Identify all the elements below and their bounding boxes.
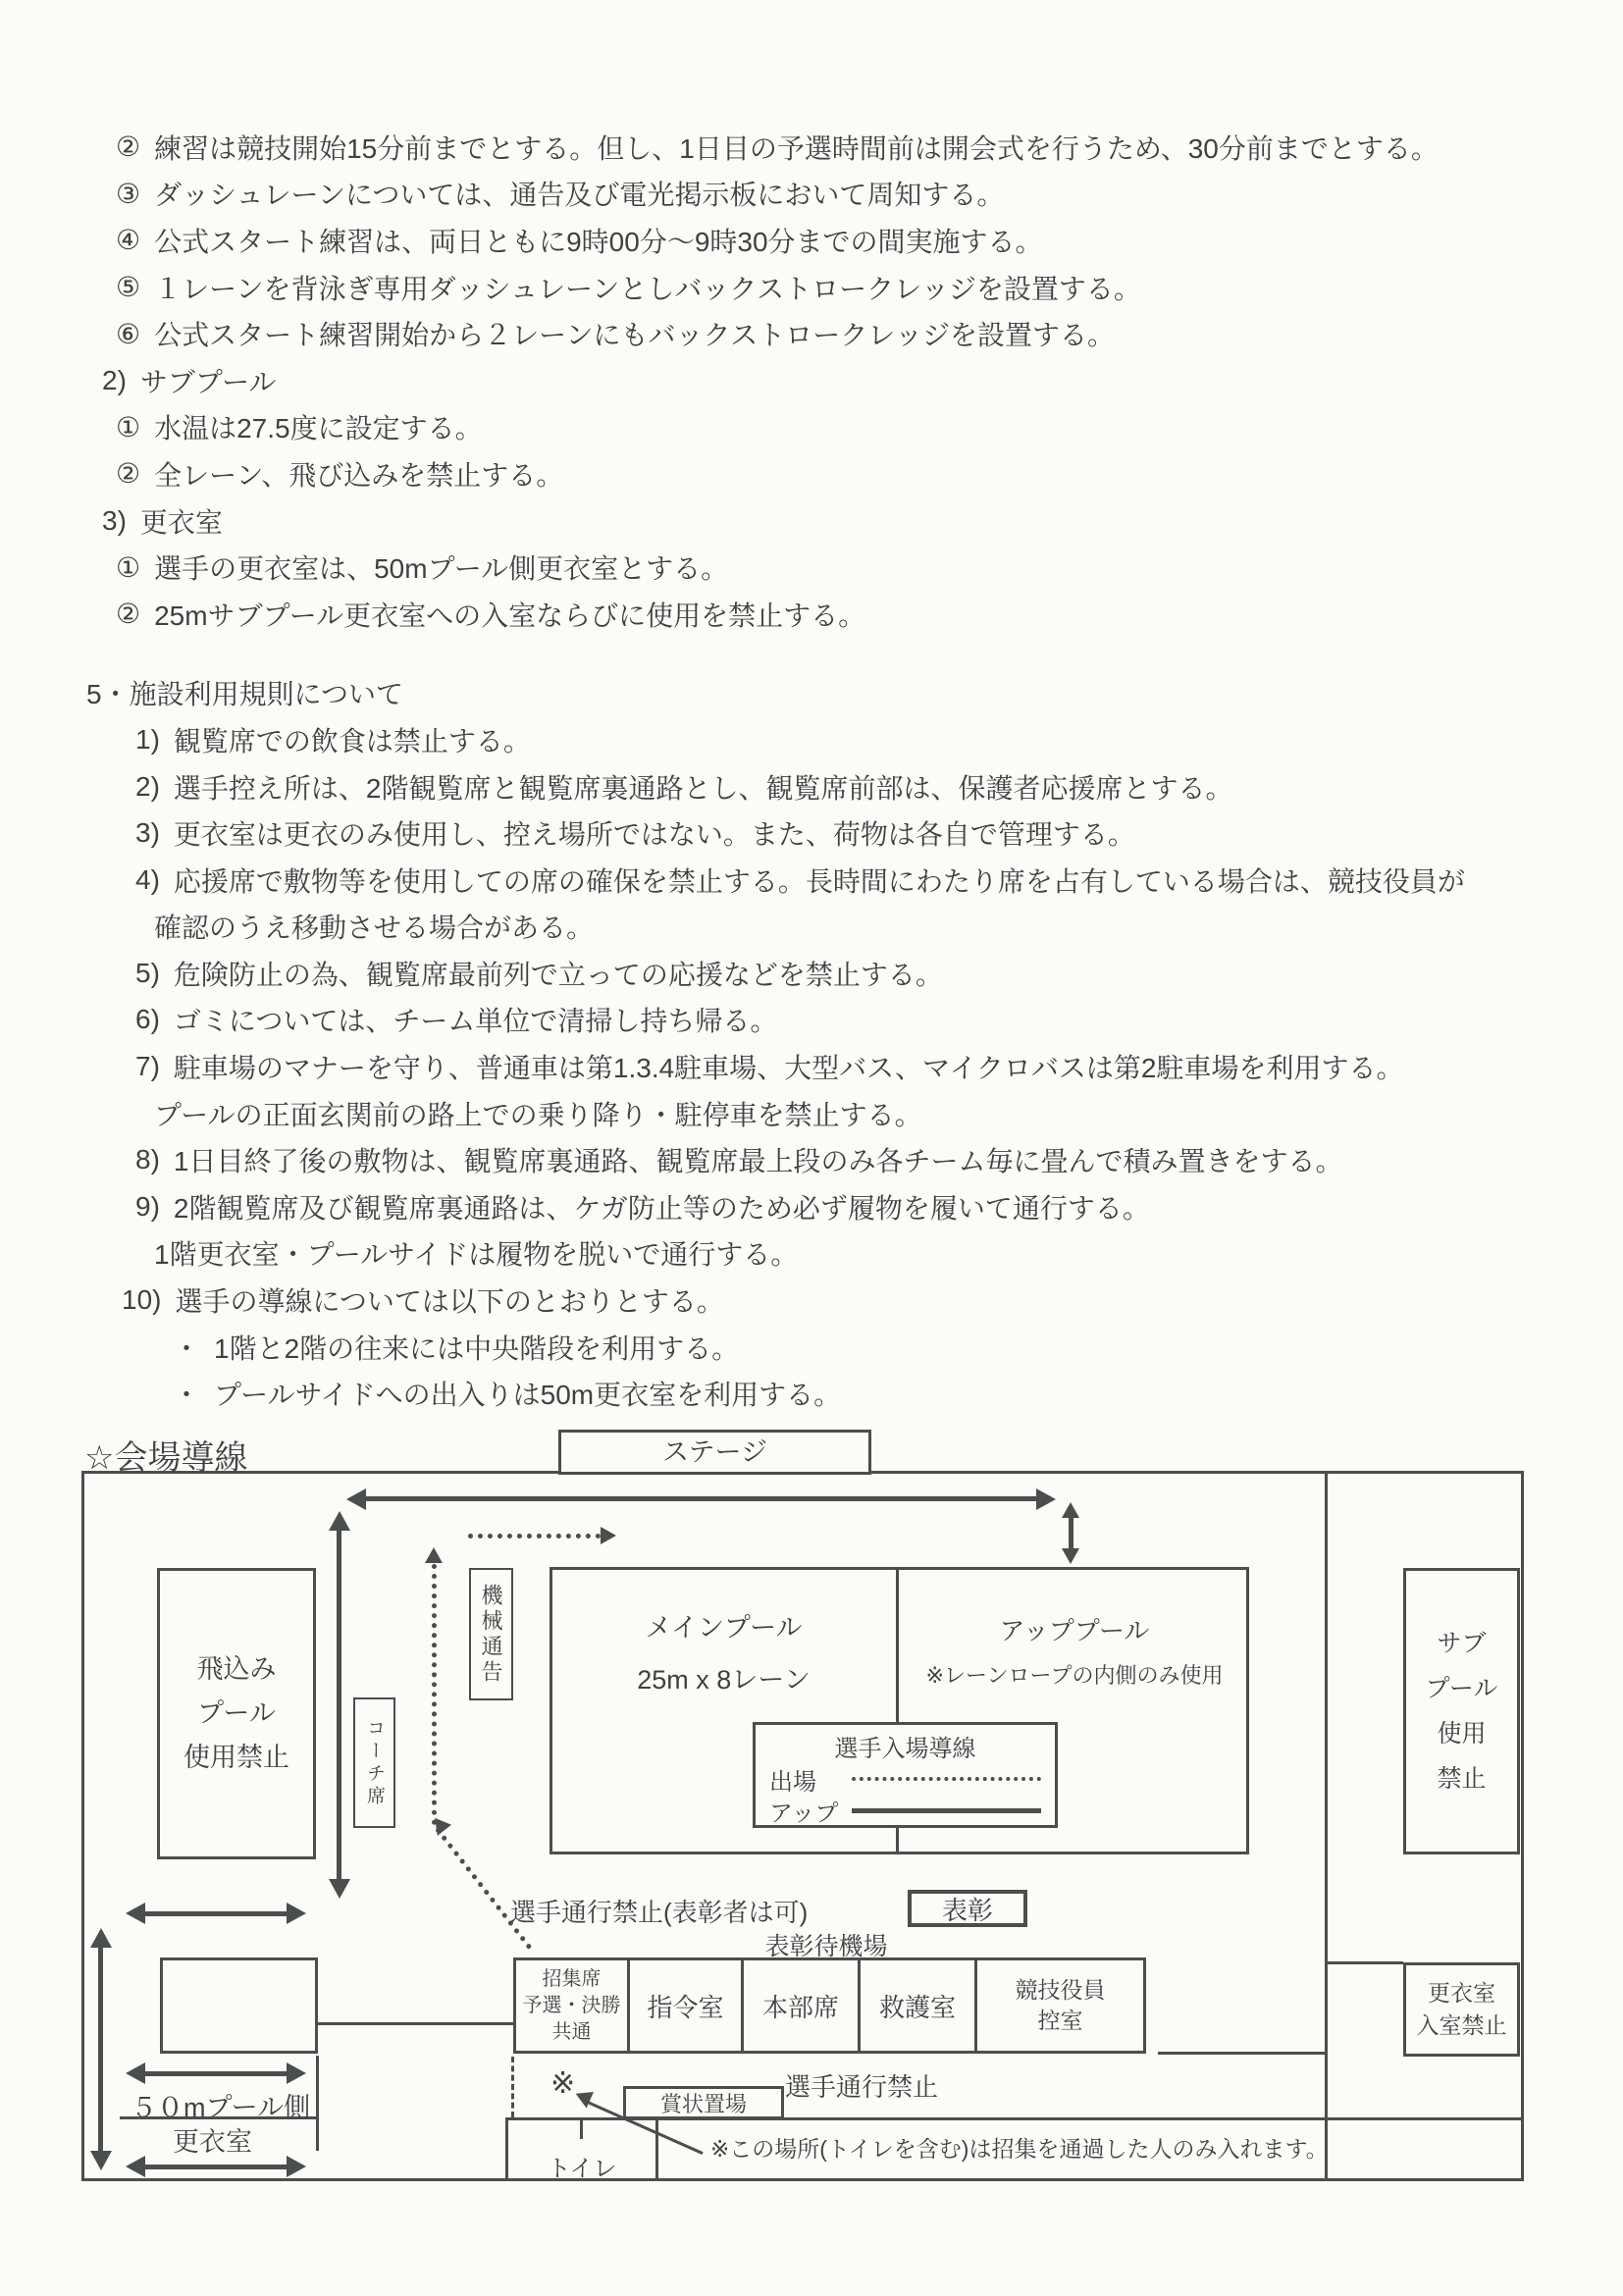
- solid-route-sample: [852, 1808, 1041, 1813]
- locker-label: 更衣室: [173, 2127, 252, 2157]
- sub-pool-box: サブ プール 使用 禁止: [1403, 1568, 1520, 1854]
- marshal-seat-box: 招集席 予選・決勝 共通: [513, 1957, 630, 2054]
- doc-line: 6) ゴミについては、チーム単位で清掃し持ち帰る。: [135, 1004, 778, 1037]
- command-room-box: 指令室: [627, 1957, 744, 2054]
- doc-line: ① 水温は27.5度に設定する。: [116, 411, 483, 444]
- doc-line: 2) 選手控え所は、2階観覧席と観覧席裏通路とし、観覧席前部は、保護者応援席とする。: [135, 770, 1233, 804]
- no-pass-label: 選手通行禁止: [785, 2072, 939, 2102]
- doc-line: プールの正面玄関前の路上での乗り降り・駐停車を禁止する。: [154, 1099, 922, 1130]
- doc-line: 1階更衣室・プールサイドは履物を脱いで通行する。: [154, 1239, 799, 1271]
- dotted-route-sample: [852, 1777, 1041, 1781]
- doc-line: 8) 1日目終了後の敷物は、観覧席裏通路、観覧席最上段のみ各チーム毎に畳んで積み置きをする。: [135, 1144, 1343, 1177]
- officials-room-box: 競技役員 控室: [974, 1957, 1146, 2054]
- doc-line: ② 25mサブプール更衣室への入室ならびに使用を禁止する。: [116, 599, 866, 631]
- machine-notice-box: 機械通告: [469, 1568, 513, 1700]
- entry-legend-box: [753, 1722, 1058, 1828]
- rules-text-block: [0, 124, 1623, 1417]
- entry-legend-start-row: 出場: [769, 1763, 1041, 1795]
- doc-line: 1) 観覧席での飲食は禁止する。: [135, 723, 531, 757]
- restricted-note: ※この場所(トイレを含む)は招集を通過した人のみ入れます。: [710, 2136, 1329, 2162]
- doc-line: ② 練習は競技開始15分前までとする。但し、1日目の予選時間前は開会式を行うため、30分前までとする。: [116, 131, 1439, 164]
- doc-line: ・ プールサイドへの出入りは50m更衣室を利用する。: [173, 1380, 842, 1411]
- unlabeled-room-box: [160, 1957, 318, 2054]
- entry-legend-title: 選手入場導線: [834, 1736, 976, 1762]
- doc-line: 4) 応援席で敷物等を使用しての席の確保を禁止する。長時間にわたり席を占有している場合は、競技役員が: [135, 863, 1465, 897]
- doc-line: 5) 危険防止の為、観覧席最前列で立っての応援などを禁止する。: [135, 957, 943, 990]
- doc-line: ② 全レーン、飛び込みを禁止する。: [116, 458, 564, 491]
- toilet-label: トイレ: [547, 2156, 617, 2182]
- no-pass-award-label: 選手通行禁止(表彰者は可): [510, 1898, 809, 1927]
- doc-line: ④ 公式スタート練習は、両日ともに9時00分～9時30分までの間実施する。: [116, 225, 1043, 257]
- doc-line: 確認のうえ移動させる場合がある。: [154, 913, 595, 944]
- doc-line: ⑥ 公式スタート練習開始から２レーンにもバックストロークレッジを設置する。: [116, 318, 1115, 351]
- doc-line: 2) サブプール: [102, 364, 277, 397]
- doc-line: 3) 更衣室は更衣のみ使用し、控え場所ではない。また、荷物は各自で管理する。: [135, 817, 1135, 851]
- headquarters-box: 本部席: [741, 1957, 861, 2054]
- stage-box: ステージ: [558, 1430, 871, 1475]
- doc-line: 3) 更衣室: [102, 504, 223, 538]
- doc-line: ① 選手の更衣室は、50mプール側更衣室とする。: [116, 551, 729, 585]
- entry-legend-warmup-row: アップ: [769, 1795, 1041, 1826]
- doc-line: 9) 2階観覧席及び観覧席裏通路は、ケガ防止等のため必ず履物を履いて通行する。: [135, 1190, 1150, 1224]
- diagram-title: ☆会場導線: [84, 1439, 248, 1477]
- first-aid-box: 救護室: [858, 1957, 977, 2054]
- asterisk-mark: ※: [550, 2067, 576, 2100]
- rooms-row: [513, 1957, 1146, 2054]
- locker-no-entry-box: 更衣室 入室禁止: [1403, 1962, 1520, 2057]
- section-heading: 5・ 施設利用規則について: [86, 679, 404, 710]
- certificate-place-box: 賞状置場: [623, 2086, 784, 2119]
- doc-line: 10) 選手の導線については以下のとおりとする。: [122, 1284, 724, 1318]
- doc-line: ⑤ １レーンを背泳ぎ専用ダッシュレーンとしバックストロークレッジを設置する。: [116, 272, 1141, 304]
- up-pool-label: アッププール ※レーンロープの内側のみ使用: [925, 1616, 1224, 1688]
- doc-line: ・ 1階と2階の往来には中央階段を利用する。: [173, 1332, 740, 1364]
- doc-line: ③ ダッシュレーンについては、通告及び電光掲示板において周知する。: [116, 178, 1005, 211]
- pool50-side-label: ５０mプール側: [131, 2093, 311, 2122]
- diving-pool-box: 飛込み プール 使用禁止: [157, 1568, 316, 1859]
- coach-seat-box: コーチ席: [353, 1697, 395, 1828]
- main-pool-label: メインプール 25m x 8レーン: [637, 1613, 811, 1695]
- award-wait-label: 表彰待機場: [764, 1933, 888, 1960]
- doc-line: 7) 駐車場のマナーを守り、普通車は第1.3.4駐車場、大型バス、マイクロバスは第2駐車場を利用する。: [135, 1051, 1404, 1084]
- award-box: 表彰: [908, 1890, 1027, 1927]
